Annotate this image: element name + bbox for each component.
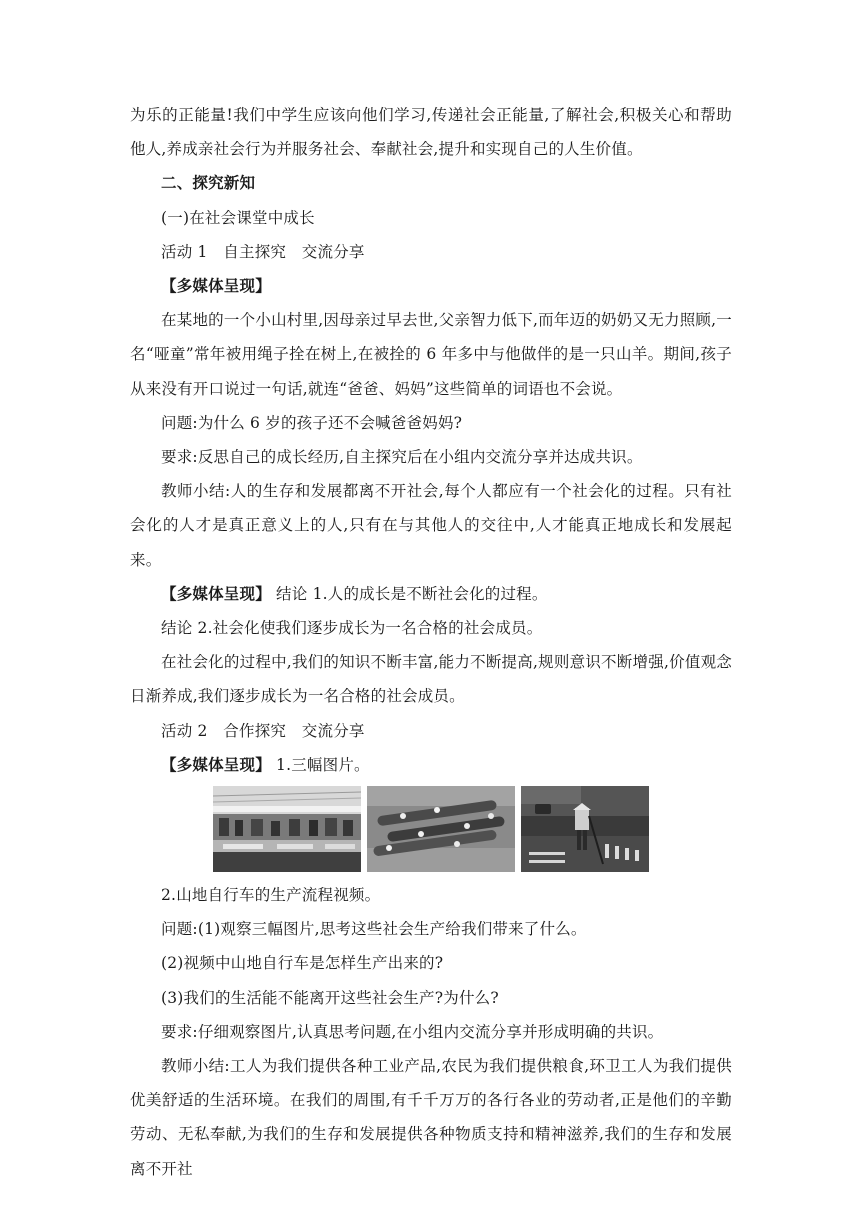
photos-intro-text: 1.三幅图片。 (276, 755, 370, 774)
teacher-summary-1: 教师小结:人的生存和发展都离不开社会,每个人都应有一个社会化的过程。只有社会化的人才是真正意义上的人,只有在与其他人的交往中,人才能真正地成长和发展起来。 (130, 482, 732, 569)
activity-1-title: 活动 1 自主探究 交流分享 (161, 242, 365, 261)
conclusion-1-text: 结论 1.人的成长是不断社会化的过程。 (276, 584, 548, 603)
requirement-2: 要求:仔细观察图片,认真思考问题,在小组内交流分享并形成明确的共识。 (161, 1022, 664, 1041)
media-label-inline: 【多媒体呈现】 (161, 754, 271, 774)
subsection-heading: (一)在社会课堂中成长 (161, 208, 315, 227)
street-sweeper-photo (521, 786, 649, 872)
conclusion-2: 结论 2.社会化使我们逐步成长为一名合格的社会成员。 (161, 619, 543, 638)
factory-workshop-photo (213, 786, 361, 872)
activity-2-title: 活动 2 合作探究 交流分享 (161, 721, 365, 740)
question-1: 问题:为什么 6 岁的孩子还不会喊爸爸妈妈? (161, 413, 463, 432)
media-label: 【多媒体呈现】 (161, 276, 271, 296)
section-heading: 二、探究新知 (161, 173, 256, 193)
question-2-2: (2)视频中山地自行车是怎样生产出来的? (161, 954, 444, 973)
farm-harvest-photo (367, 786, 515, 872)
requirement-1: 要求:反思自己的成长经历,自主探究后在小组内交流分享并达成共识。 (161, 448, 643, 467)
photo-row (130, 786, 732, 872)
paragraph-story: 在某地的一个小山村里,因母亲过早去世,父亲智力低下,而年迈的奶奶又无力照顾,一名“哑童”常年被用绳子拴在树上,在被拴的 6 年多中与他做伴的是一只山羊。期间,孩子从来没有开口说过一句话,就连“爸爸、妈妈”这些简单的词语也不会说。 (130, 311, 732, 398)
video-item: 2.山地自行车的生产流程视频。 (161, 886, 381, 905)
paragraph-socialization: 在社会化的过程中,我们的知识不断丰富,能力不断提高,规则意识不断增强,价值观念日渐养成,我们逐步成长为一名合格的社会成员。 (130, 653, 732, 706)
teacher-summary-2: 教师小结:工人为我们提供各种工业产品,农民为我们提供粮食,环卫工人为我们提供优美舒适的生活环境。在我们的周围,有千千万万的各行各业的劳动者,正是他们的辛勤劳动、无私奉献,为我们的生存和发展提供各种物质支持和精神滋养,我们的生存和发展离不开社 (130, 1057, 732, 1178)
document-page (130, 98, 732, 1186)
conclusion-1 (130, 577, 732, 611)
photos-intro (130, 748, 732, 782)
question-2-1: 问题:(1)观察三幅图片,思考这些社会生产给我们带来了什么。 (161, 920, 587, 939)
question-2-3: (3)我们的生活能不能离开这些社会生产?为什么? (161, 988, 499, 1007)
paragraph-intro: 为乐的正能量!我们中学生应该向他们学习,传递社会正能量,了解社会,积极关心和帮助他人,养成亲社会行为并服务社会、奉献社会,提升和实现自己的人生价值。 (130, 106, 732, 159)
media-label-inline: 【多媒体呈现】 (161, 583, 271, 603)
